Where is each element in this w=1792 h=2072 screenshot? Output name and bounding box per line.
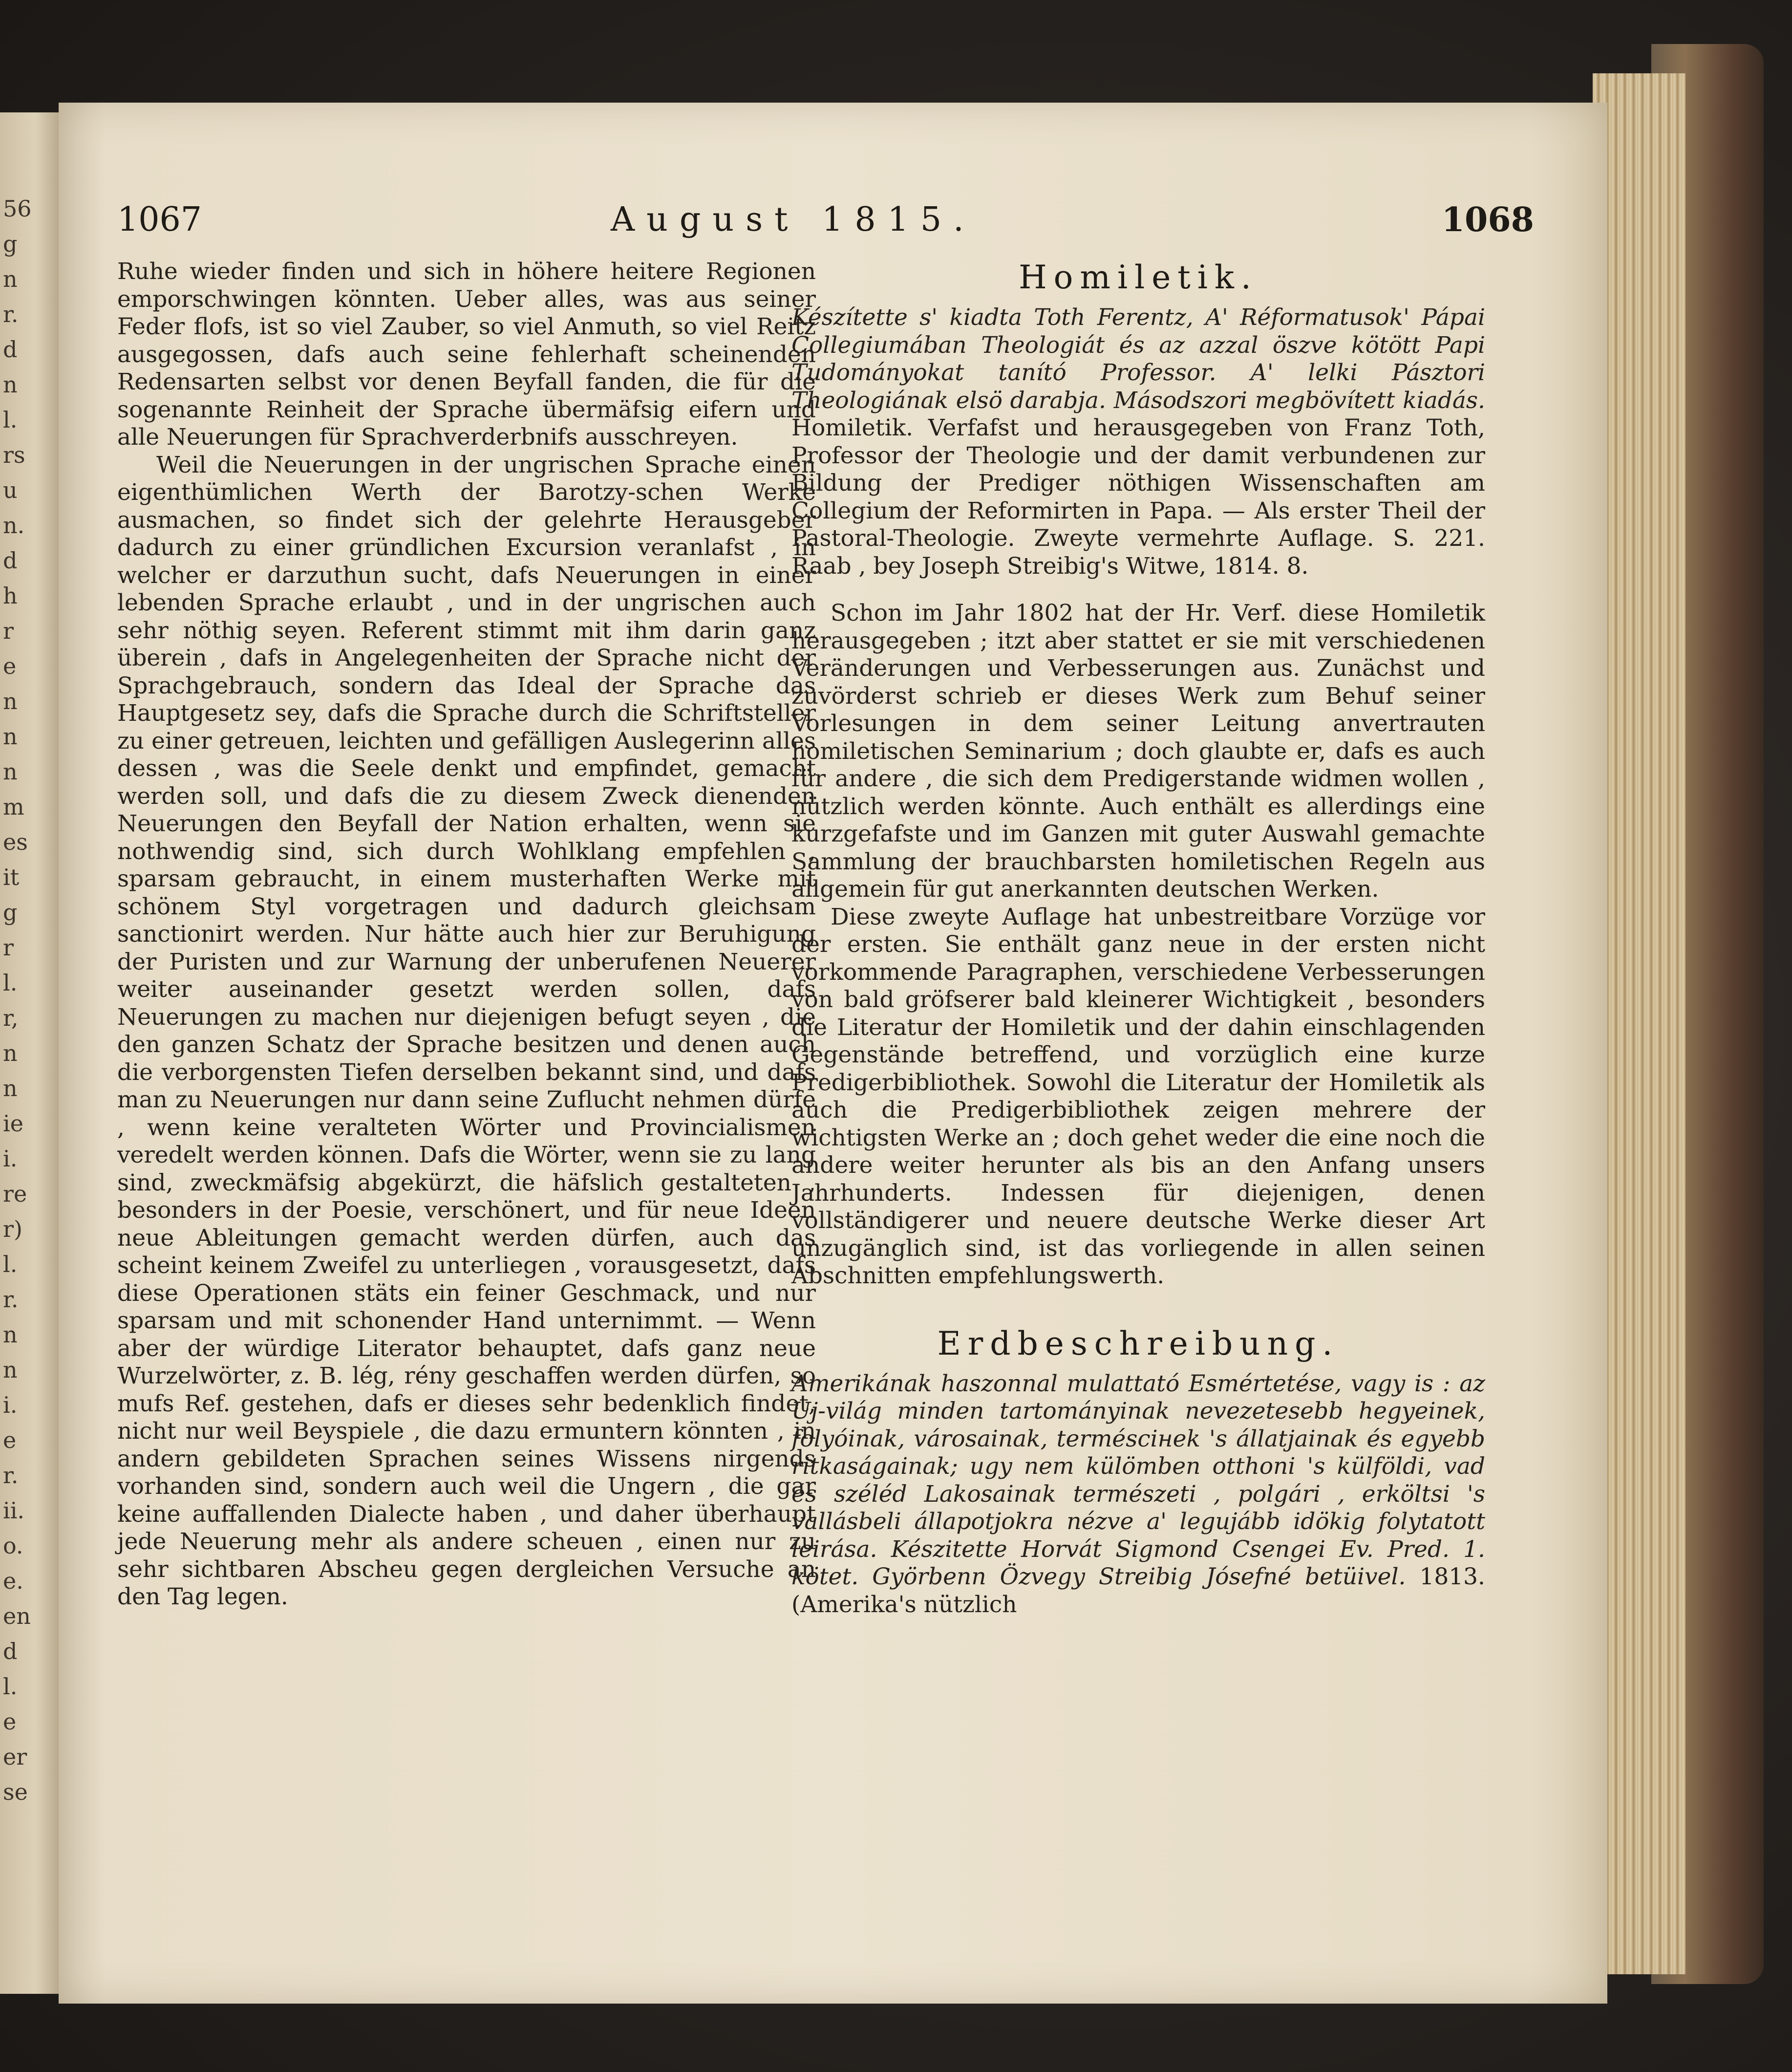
left-margin-fragment: i. [3,1145,18,1172]
left-column [117,258,816,1611]
left-margin-fragment: e [3,653,17,679]
left-paragraph-2: Weil die Neuerungen in der ungrischen Sprache einen eigenthümlichen Werth der Barotzy-schen Werke ausmachen, so findet sich der gelehrte Herausgeber dadurch zu einer gründlichen Excursion veranlafst , in welcher er darzuthun sucht, dafs Neuerungen in einer lebenden Sprache erlaubt , und in der ungrischen auch sehr nöthig seyen. Referent stimmt mit ihm darin ganz überein , dafs in Angelegenheiten der Sprache nicht der Sprachgebrauch, sondern das Ideal der Sprache das Hauptgesetz sey, dafs die Sprache durch die Schriftsteller zu einer getreuen, leichten und gefälligen Auslegerinn alles dessen , was die Seele denkt und empfindet, gemacht werden soll, und dafs die zu diesem Zweck dienenden Neuerungen den Beyfall der Nation erhalten, wenn sie nothwendig sind, sich durch Wohlklang empfehlen , sparsam gebraucht, in einem musterhaften Werke mit schönem Styl vorgetragen und dadurch gleichsam sanctionirt werden. Nur hätte auch hier zur Beruhigung der Puristen und zur Warnung der unberufenen Neuerer weiter auseinander gesetzt werden sollen, dafs Neuerungen zu machen nur diejenigen befugt seyen , die den ganzen Schatz der Sprache besitzen und denen auch die verborgensten Tiefen derselben bekannt sind, und dafs man zu Neuerungen nur dann seine Zuflucht nehmen dürfe , wenn keine veralteten Wörter und Provincialismen veredelt werden können. Dafs die Wörter, wenn sie zu lang sind, zweckmäfsig abgekürzt, die häfslich gestalteten , besonders in der Poesie, verschönert, und für neue Ideen neue Ableitungen gemacht werden dürfen, auch das scheint keinem Zweifel zu unterliegen , vorausgesetzt, dafs diese Operationen stäts ein feiner Geschmack, und nur sparsam und mit schonender Hand unternimmt. — Wenn aber der würdige Literator behauptet, dafs ganz neue Wurzelwörter, z. B. lég, rény geschaffen werden dürfen, so mufs Ref. gestehen, dafs er dieses sehr bedenklich findet, nicht nur weil Beyspiele , die dazu ermuntern könnten , in andern gebildeten Sprachen seines Wissens nirgends vorhanden sind, sondern auch weil die Ungern , die gar keine auffallenden Dialecte haben , und daher überhaupt jede Neuerung mehr als andere scheuen , einen nur zu sehr sichtbaren Abscheu gegen dergleichen Versuche an den Tag legen. [117,451,816,1610]
section-heading-homiletik: Homiletik. [1019,259,1258,296]
left-margin-fragment: er [3,1744,27,1770]
left-margin-fragment: l. [3,407,18,433]
left-margin-fragment: l. [3,970,18,996]
left-margin-fragment: d [3,336,18,363]
left-margin-fragment: e [3,1427,17,1453]
left-margin-fragment: n [3,1075,18,1101]
left-margin-fragment: e [3,1708,17,1735]
homiletik-entry-german: Homiletik. Verfafst und herausgegeben von Franz Toth, Professor der Theologie und der damit verbundenen zur Bildung der Prediger nöthigen Wissenschaften am Collegium der Reformirten in Papa. — Als erster Theil der Pastoral-Theologie. Zweyte vermehrte Auflage. S. 221. Raab , bey Joseph Streibig's Witwe, 1814. 8. [791,414,1485,580]
left-paragraph-1: Ruhe wieder finden und sich in höhere heitere Regionen emporschwingen könnten. Ueber alles, was aus seiner Feder flofs, ist so viel Zauber, so viel Anmuth, so viel Reitz ausgegossen, dafs auch seine fehlerhaft scheinenden Redensarten selbst vor denen Beyfall fanden, die für die sogenannte Reinheit der Sprache übermäfsig eifern und alle Neuerungen für Sprachverderbnifs ausschreyen. [117,258,816,451]
left-margin-fragment: re [3,1181,27,1207]
left-margin-fragment: n [3,371,18,398]
left-margin-fragment: g [3,231,18,257]
left-margin-fragment: n [3,1040,18,1066]
left-margin-fragment: r. [3,1286,19,1313]
section-heading-erdbeschreibung: Erdbeschreibung. [937,1324,1340,1362]
left-margin-fragment: n. [3,512,25,539]
left-margin-fragment: ii. [3,1497,25,1524]
left-margin-fragment: r. [3,1462,19,1489]
left-margin-fragment: n [3,1321,18,1348]
left-margin-fragment: l. [3,1251,18,1277]
erdbeschreibung-entry-hungarian: Amerikának haszonnal mulattató Esmértetése, vagy is : az Uj-világ minden tartományinak nevezetesebb hegyeinek, folyóinak, városainak, termésciнek 's állatjainak és egyebb ritkaságainak; ugy nem külömben otthoni 's külföldi, vad és széléd Lakosainak természeti , polgári , erköltsi 's vallásbeli állapotjokra nézve a' legujább idökig folytatott leirása. Készitette Horvát Sigmond Csengei Ev. Pred. 1. kötet. Györbenn Özvegy Streibig Jósefné betüivel. [791,1370,1485,1590]
left-margin-fragment: d [3,1638,18,1664]
left-margin-fragment: l. [3,1673,18,1700]
left-margin-fragment: r [3,618,14,644]
homiletik-paragraph-1: Schon im Jahr 1802 hat der Hr. Verf. diese Homiletik herausgegeben ; itzt aber stattet er sie mit verschiedenen Veränderungen und Verbesserungen aus. Zunächst und zuvörderst schrieb er dieses Werk zum Behuf seiner Vorlesungen in dem seiner Leitung anvertrauten homiletischen Seminarium ; doch glaubte er, dafs es auch für andere , die sich dem Predigerstande widmen wollen , nützlich werden könnte. Auch enthält es allerdings eine kurzgefafste und im Ganzen mit guter Auswahl gemachte Sammlung der brauchbarsten homiletischen Regeln aus allgemein für gut anerkannten deutschen Werken. [791,600,1485,903]
left-margin-fragment: r) [3,1216,22,1242]
left-margin-fragment: n [3,1357,18,1383]
left-margin-fragment: g [3,899,18,926]
left-margin-fragment: n [3,723,18,750]
left-margin-fragment: n [3,688,18,714]
right-column [791,258,1485,1619]
homiletik-entry-hungarian: Készítette s' kiadta Toth Ferentz, A' Réformatusok' Pápai Collegiumában Theologiát és az azzal öszve kötött Papi Tudományokat tanító Professor. A' lelki Pásztori Theologiának elsö darabja. Másodszori megbövített kiadás. [791,304,1485,414]
homiletik-entry [791,304,1485,580]
left-margin-fragment: n [3,266,18,292]
book-page [59,103,1607,2004]
page-number-left: 1067 [117,200,202,239]
left-margin-fragment: es [3,829,28,855]
erdbeschreibung-entry-german: 1813. (Amerika's nützlich [791,1563,1485,1618]
left-margin-fragment: h [3,583,18,609]
left-margin-fragment: u [3,477,18,503]
left-margin-fragment: se [3,1779,28,1805]
left-margin-fragment: m [3,794,24,820]
left-margin-fragment: r [3,934,14,961]
left-margin-fragment: 56 [3,195,32,222]
left-margin-fragment: it [3,864,20,890]
left-margin-fragment: rs [3,442,25,468]
left-margin-fragment: o. [3,1532,23,1559]
left-margin-fragment: d [3,547,18,574]
left-margin-fragment: e. [3,1568,23,1594]
left-margin-fragment: ie [3,1110,23,1137]
left-page-edge [0,112,62,1994]
erdbeschreibung-entry [791,1370,1485,1619]
homiletik-paragraph-2: Diese zweyte Auflage hat unbestreitbare Vorzüge vor der ersten. Sie enthält ganz neue in der ersten nicht vorkommende Paragraphen, verschiedene Verbesserungen von bald gröfserer bald kleinerer Wichtigkeit , besonders die Literatur der Homiletik und der dahin einschlagenden Gegenstände betreffend, und vorzüglich eine kurze Predigerbibliothek. Sowohl die Literatur der Homiletik als auch die Predigerbibliothek zeigen mehrere der wichtigsten Werke an ; doch gehet weder die eine noch die andere weiter herunter als bis an den Anfang unsers Jahrhunderts. Indessen für diejenigen, denen vollständigerer und neuere deutsche Werke dieser Art unzugänglich sind, ist das vorliegende in allen seinen Abschnitten empfehlungswerth. [791,903,1485,1289]
left-margin-fragment: n [3,758,18,785]
left-margin-fragment: i. [3,1392,18,1418]
left-margin-fragment: r. [3,301,19,327]
page-number-right: 1068 [1441,200,1534,239]
left-margin-fragment: r, [3,1005,19,1031]
left-margin-fragment: en [3,1603,31,1629]
running-title: August 1815. [611,200,976,239]
